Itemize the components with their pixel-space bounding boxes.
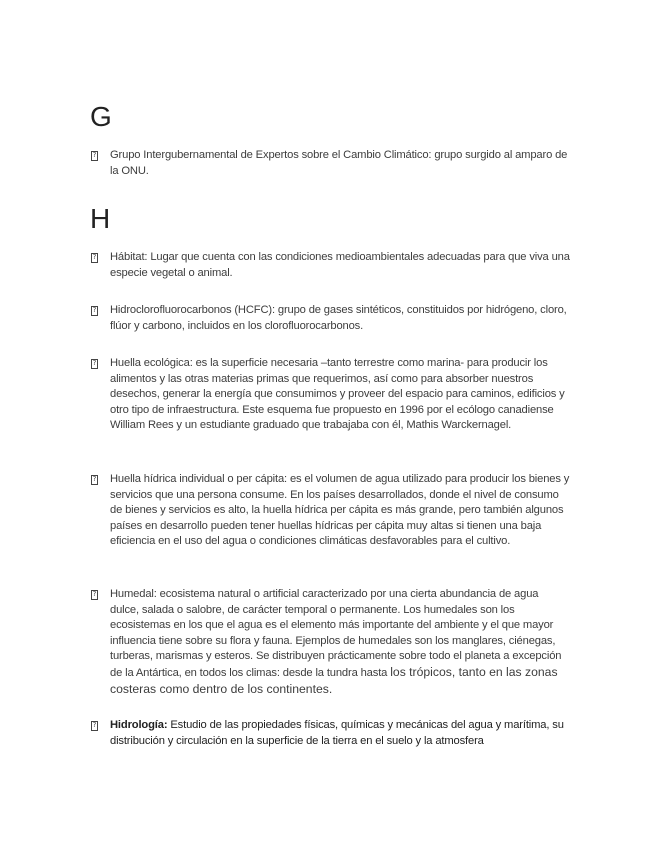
bullet-icon (91, 590, 98, 600)
entry-term: Hidrología: (110, 719, 168, 731)
section-letter-h: H (90, 203, 111, 234)
glossary-entry-hcfc (90, 303, 570, 334)
glossary-entry-huella-hidrica (90, 472, 570, 550)
entry-text-tail: los trópicos, tanto en las zonas costeras como dentro de los continentes. (110, 664, 558, 696)
entry-text-main: Humedal: ecosistema natural o artificial caracterizado por una cierta abundancia de agua dulce, salada o salobre, de carácter temporal o permanente. Los humedales son los ecosistemas en los que el agua es el elemento más importante del ambiente y el que mayor influencia tiene sobre su flora y fauna. Ejemplos de humedales son los manglares, ciénegas, turberas, marismas y esteros. Se distribuyen prácticamente sobre todo el planeta a excepción de la Antártica, en todos los climas: desde la tundra hasta (110, 588, 562, 679)
entry-text: Huella hídrica individual o per cápita: es el volumen de agua utilizado para producir los bienes y servicios que una persona consume. En los países desarrollados, donde el nivel de consumo de bienes y servicios es alto, la huella hídrica per cápita es más grande, pero también algunos países en desarrollo pueden tener huellas hídricas per cápita muy altas si tienen una baja eficiencia en el uso del agua o condiciones climáticas desfavorables para el cultivo. (110, 473, 570, 548)
glossary-entry-ipcc (90, 148, 570, 179)
entry-text: Grupo Intergubernamental de Expertos sobre el Cambio Climático: grupo surgido al amparo de la ONU. (110, 149, 568, 177)
glossary-entry-huella-ecologica (90, 356, 570, 434)
section-letter-g: G (90, 101, 112, 132)
bullet-icon (91, 359, 98, 369)
glossary-entry-hidrologia (90, 718, 570, 749)
bullet-icon (91, 253, 98, 263)
bullet-icon (91, 475, 98, 485)
bullet-icon (91, 721, 98, 731)
glossary-entry-humedal (90, 587, 570, 698)
bullet-icon (91, 151, 98, 161)
entry-text: Hidroclorofluorocarbonos (HCFC): grupo de gases sintéticos, constituidos por hidrógeno, cloro, flúor y carbono, incluidos en los clorofluorocarbonos. (110, 304, 567, 332)
glossary-entry-habitat (90, 250, 570, 281)
entry-text (110, 587, 570, 698)
entry-text: Huella ecológica: es la superficie necesaria –tanto terrestre como marina- para producir los alimentos y las otras materias primas que requerimos, así como para absorber nuestros desechos, generar la energía que consumimos y proveer del espacio para caminos, edificios y otro tipo de infraestructura. Este esquema fue propuesto en 1996 por el ecólogo canadiense William Rees y un estudiante graduado que trabajaba con él, Mathis Warckernagel. (110, 357, 565, 432)
bullet-icon (91, 306, 98, 316)
entry-text: Hábitat: Lugar que cuenta con las condiciones medioambientales adecuadas para que viva una especie vegetal o animal. (110, 251, 570, 279)
entry-definition: Estudio de las propiedades físicas, químicas y mecánicas del agua y marítima, su distribución y circulación en la superficie de la tierra en el suelo y la atmosfera (110, 719, 564, 747)
entry-text (110, 718, 570, 749)
